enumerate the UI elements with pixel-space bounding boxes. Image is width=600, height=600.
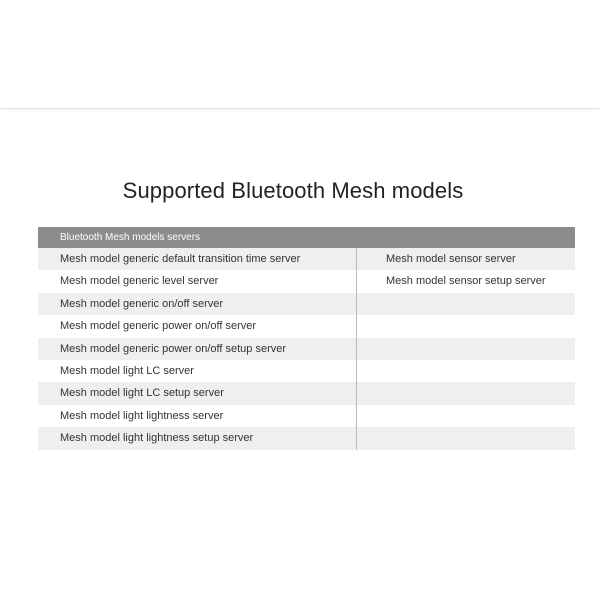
table-cell-right [357,405,575,427]
table-row [38,293,575,315]
models-table [38,227,575,450]
table-row [38,360,575,382]
table-cell-right [357,382,575,404]
table-cell-left: Mesh model generic power on/off server [38,315,357,337]
table-row [38,405,575,427]
table-cell-left: Mesh model light lightness setup server [38,427,357,449]
page-title: Supported Bluetooth Mesh models [122,178,464,203]
table-cell-right: Mesh model sensor server [386,253,516,265]
table-cell-left: Mesh model generic power on/off setup server [38,338,357,360]
table-row [38,270,575,292]
table-cell-right [357,427,575,449]
table-cell-left: Mesh model light LC server [38,360,357,382]
table-cell-right: Mesh model sensor setup server [386,275,546,288]
table-cell-left: Mesh model light LC setup server [38,382,357,404]
table-cell-left: Mesh model light lightness server [38,405,357,427]
top-band [0,0,600,109]
table-row [38,427,575,449]
table-cell-left: Mesh model generic on/off server [38,293,357,315]
table-cell-right [357,360,575,382]
table-cell-left: Mesh model generic default transition time server [38,248,357,270]
table-cell-left: Mesh model generic level server [38,270,357,292]
table-row [38,382,575,404]
table-cell-right [357,293,575,315]
table-row [38,338,575,360]
table-row [38,315,575,337]
table-cell-right [357,315,575,337]
table-cell-right [357,338,575,360]
table-row [38,248,575,270]
table-header: Bluetooth Mesh models servers [38,227,575,248]
